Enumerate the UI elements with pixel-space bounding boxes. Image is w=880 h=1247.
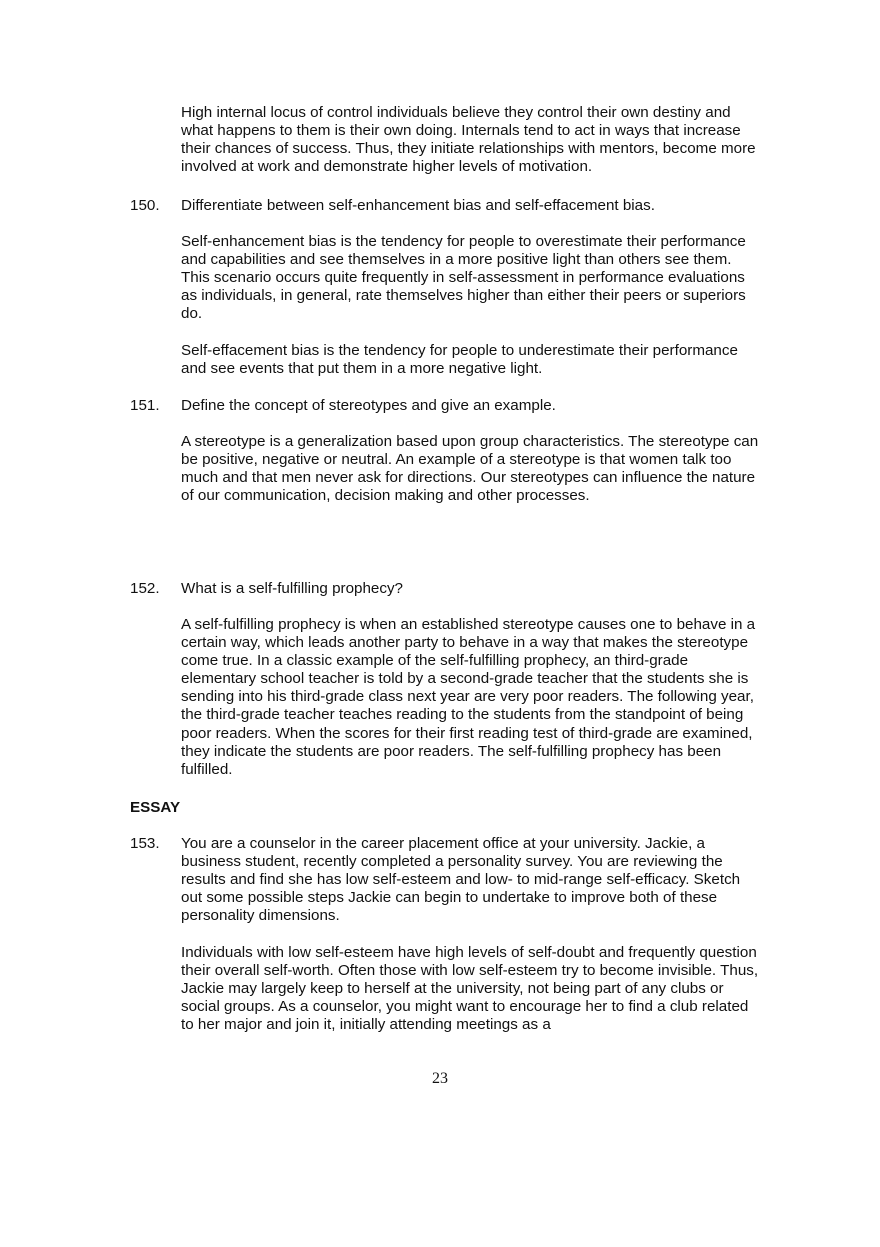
section-heading-essay: ESSAY	[130, 799, 181, 816]
answer-151: A stereotype is a generalization based upon group characteristics. The stereotype can be positive, negative or neutral. An example of a stereotype is that women talk too much and that men never ask for directions. Our stereotypes can influence the nature of our communication, decision making and other processes.	[181, 433, 759, 505]
question-152-text: What is a self-fulfilling prophecy?	[181, 580, 404, 597]
question-number-153: 153.	[130, 835, 160, 852]
question-151-text: Define the concept of stereotypes and give an example.	[181, 397, 556, 414]
question-150-text: Differentiate between self-enhancement bias and self-effacement bias.	[181, 197, 655, 214]
answer-150-self-enhancement: Self-enhancement bias is the tendency for people to overestimate their performance and capabilities and see themselves in a more positive light than others see them. This scenario occurs quite frequently in self-assessment in performance evaluations as individuals, in general, rate themselves higher than either their peers or superiors do.	[181, 233, 746, 323]
answer-150-self-effacement: Self-effacement bias is the tendency for people to underestimate their performance and see events that put them in a more negative light.	[181, 342, 738, 378]
question-number-150: 150.	[130, 197, 160, 214]
page-number: 23	[432, 1070, 448, 1087]
answer-153: Individuals with low self-esteem have high levels of self-doubt and frequently question their overall self-worth. Often those with low self-esteem try to become invisible. Thus, Jackie may largely keep to herself at the university, not being part of any clubs or social groups. As a counselor, you might want to encourage her to find a club related to her major and join it, initially attending meetings as a	[181, 944, 759, 1034]
answer-152: A self-fulfilling prophecy is when an established stereotype causes one to behave in a certain way, which leads another party to behave in a way that makes the stereotype come true. In a classic example of the self-fulfilling prophecy, an third-grade elementary school teacher is told by a second-grade teacher that the students she is sending into his third-grade class next year are very poor readers. The following year, the third-grade teacher teaches reading to the students from the standpoint of being poor readers. When the scores for their first reading test of third-grade are examined, they indicate the students are poor readers. The self-fulfilling prophecy has been fulfilled.	[181, 616, 756, 778]
question-number-151: 151.	[130, 397, 160, 414]
question-153-text: You are a counselor in the career placement office at your university. Jackie, a business student, recently completed a personality survey. You are reviewing the results and find she has low self-esteem and low- to mid-range self-efficacy. Sketch out some possible steps Jackie can begin to undertake to improve both of these personality dimensions.	[181, 835, 741, 925]
intro-paragraph: High internal locus of control individuals believe they control their own destiny and what happens to them is their own doing. Internals tend to act in ways that increase their chances of success. Thus, they initiate relationships with mentors, become more involved at work and demonstrate higher levels of motivation.	[181, 104, 756, 176]
question-number-152: 152.	[130, 580, 160, 597]
